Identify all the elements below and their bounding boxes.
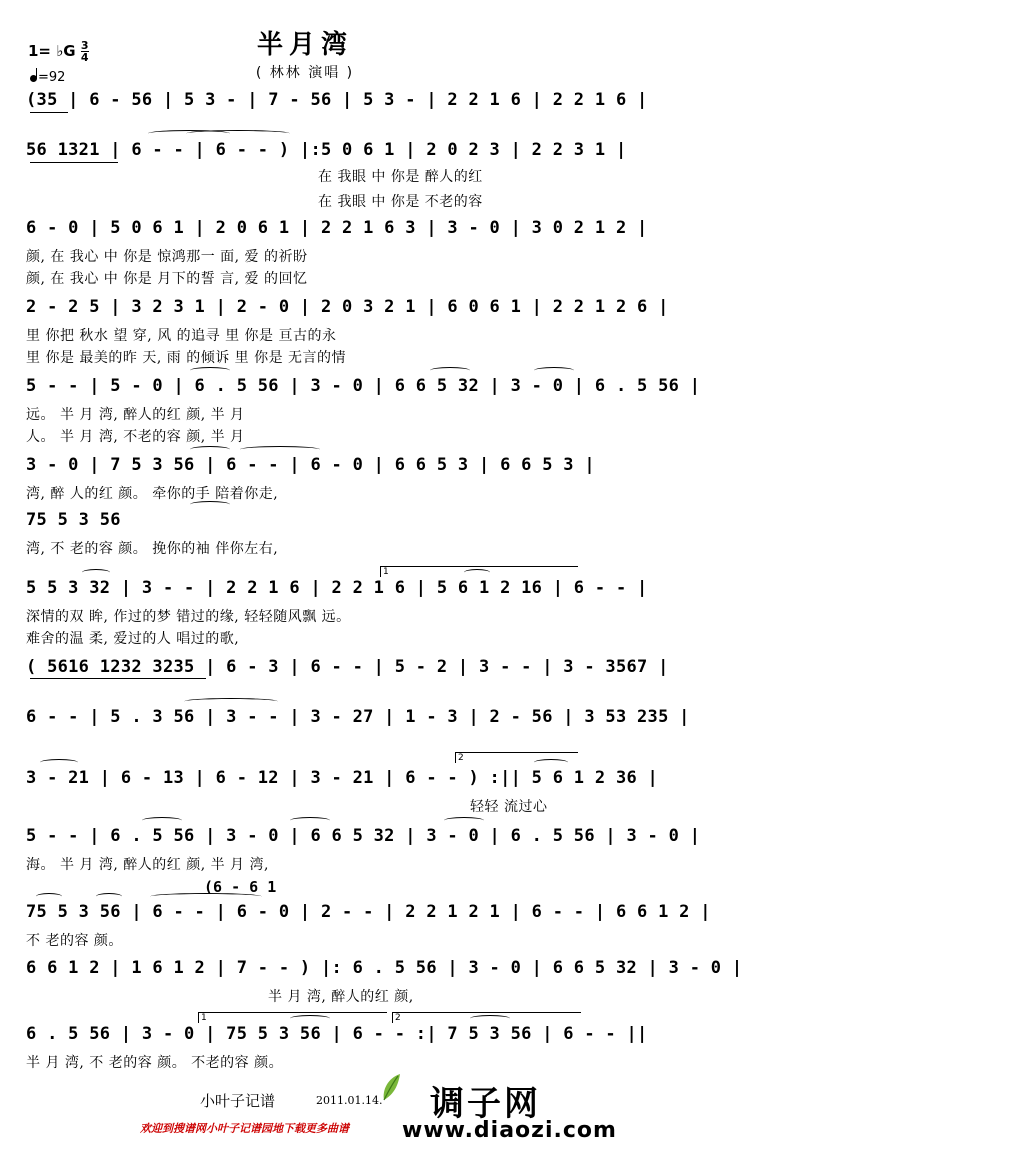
time-signature-bottom: 4 xyxy=(80,51,89,64)
lyric-line: 难舍的温 柔, 爱过的人 唱过的歌, xyxy=(26,631,240,647)
lyric-line: 半 月 湾, 醉人的红 颜, xyxy=(268,989,414,1005)
volta-label: 1 xyxy=(201,1013,207,1023)
tie-mark xyxy=(96,893,122,900)
tie-mark xyxy=(444,817,484,824)
key-label: 1= ♭G xyxy=(28,42,76,60)
lyric-line: 远。 半 月 湾, 醉人的红 颜, 半 月 xyxy=(26,407,245,423)
time-signature-top: 3 xyxy=(80,39,89,52)
tie-mark xyxy=(430,367,470,374)
tie-mark xyxy=(190,501,230,508)
beam-line xyxy=(30,162,118,163)
lyric-line: 轻轻 流过心 xyxy=(470,799,548,815)
volta-bracket-2b xyxy=(392,1012,581,1023)
lyric-line: 里 你是 最美的昨 天, 雨 的倾诉 里 你是 无言的情 xyxy=(26,350,347,366)
score-notation-line: 2 - 2 5 | 3 2 3 1 | 2 - 0 | 2 0 3 2 1 | 6 0 6 1 | 2 2 1 2 6 | xyxy=(26,297,669,317)
tie-mark xyxy=(534,367,574,374)
volta-bracket-1b xyxy=(198,1012,387,1023)
score-notation-line: 6 . 5 56 | 3 - 0 | 75 5 3 56 | 6 - - :| 7 5 3 56 | 6 - - || xyxy=(26,1024,648,1044)
transcriber-signature: 小叶子记谱 xyxy=(200,1092,276,1110)
time-signature xyxy=(81,40,89,63)
tie-mark xyxy=(290,817,330,824)
site-logo-text: 调子网 xyxy=(430,1084,541,1124)
tie-mark xyxy=(190,367,230,374)
tie-mark xyxy=(184,698,278,705)
tie-mark xyxy=(142,817,182,824)
key-signature xyxy=(28,40,89,63)
volta-label: 2 xyxy=(458,753,464,763)
score-notation-line: ( 5616 1232 3235 | 6 - 3 | 6 - - | 5 - 2 | 3 - - | 3 - 3567 | xyxy=(26,657,669,677)
lyric-line: 颜, 在 我心 中 你是 月下的誓 言, 爱 的回忆 xyxy=(26,271,308,287)
singer-credit: ( 林林 演唱 ) xyxy=(255,65,355,81)
tie-mark xyxy=(190,446,230,453)
tie-mark xyxy=(82,569,110,576)
lyric-line: 在 我眼 中 你是 醉人的红 xyxy=(318,169,483,185)
score-notation-line: (35 | 6 - 56 | 5 3 - | 7 - 56 | 5 3 - | 2 2 1 6 | 2 2 1 6 | xyxy=(26,90,648,110)
lyric-line: 在 我眼 中 你是 不老的容 xyxy=(318,194,483,210)
lyric-line: 人。 半 月 湾, 不老的容 颜, 半 月 xyxy=(26,429,245,445)
tempo-marking xyxy=(30,70,65,85)
lyric-line: 不 老的容 颜。 xyxy=(26,933,123,949)
lyric-line: 颜, 在 我心 中 你是 惊鸿那一 面, 爱 的祈盼 xyxy=(26,249,308,265)
tie-mark xyxy=(36,893,62,900)
lyric-line: 湾, 不 老的容 颜。 挽你的袖 伴你左右, xyxy=(26,541,279,557)
score-notation-line: 3 - 21 | 6 - 13 | 6 - 12 | 3 - 21 | 6 - - ) :|| 5 6 1 2 36 | xyxy=(26,768,659,788)
beam-line xyxy=(30,112,68,113)
score-notation-line: 5 - - | 6 . 5 56 | 3 - 0 | 6 6 5 32 | 3 - 0 | 6 . 5 56 | 3 - 0 | xyxy=(26,826,701,846)
lyric-line: 深情的双 眸, 作过的梦 错过的缘, 轻轻随风飘 远。 xyxy=(26,609,351,625)
welcome-banner: 欢迎到搜谱网小叶子记谱园地下载更多曲谱 xyxy=(140,1122,349,1135)
song-title: 半月湾 xyxy=(256,30,353,60)
score-notation-line: 75 5 3 56 xyxy=(26,510,121,530)
volta-label: 1 xyxy=(383,567,389,577)
tie-mark xyxy=(186,130,290,137)
score-notation-line: 5 5 3 32 | 3 - - | 2 2 1 6 | 2 2 1 6 | 5 6 1 2 16 | 6 - - | xyxy=(26,578,648,598)
score-notation-line: 5 - - | 5 - 0 | 6 . 5 56 | 3 - 0 | 6 6 5 32 | 3 - 0 | 6 . 5 56 | xyxy=(26,376,701,396)
lyric-line: 海。 半 月 湾, 醉人的红 颜, 半 月 湾, xyxy=(26,857,269,873)
score-notation-line: 6 - 0 | 5 0 6 1 | 2 0 6 1 | 2 2 1 6 3 | 3 - 0 | 3 0 2 1 2 | xyxy=(26,218,648,238)
tie-mark xyxy=(240,446,320,453)
leaf-icon xyxy=(380,1072,402,1102)
score-notation-line: 6 - - | 5 . 3 56 | 3 - - | 3 - 27 | 1 - 3 | 2 - 56 | 3 53 235 | xyxy=(26,707,690,727)
transcribe-date: 2011.01.14. xyxy=(316,1094,383,1107)
optional-passage: (6 - 6 1 xyxy=(204,878,277,896)
score-notation-line: 6 6 1 2 | 1 6 1 2 | 7 - - ) |: 6 . 5 56 | 3 - 0 | 6 6 5 32 | 3 - 0 | xyxy=(26,958,743,978)
lyric-line: 湾, 醉 人的红 颜。 牵你的手 陪着你走, xyxy=(26,486,279,502)
beam-line xyxy=(30,678,206,679)
lyric-line: 半 月 湾, 不 老的容 颜。 不老的容 颜。 xyxy=(26,1055,284,1071)
score-notation-line: 3 - 0 | 7 5 3 56 | 6 - - | 6 - 0 | 6 6 5 3 | 6 6 5 3 | xyxy=(26,455,595,475)
site-logo-url: www.diaozi.com xyxy=(402,1118,617,1143)
score-notation-line: 56 1321 | 6 - - | 6 - - ) |:5 0 6 1 | 2 0 2 3 | 2 2 3 1 | xyxy=(26,140,627,160)
tempo-value: =92 xyxy=(38,70,66,85)
lyric-line: 里 你把 秋水 望 穿, 风 的追寻 里 你是 亘古的永 xyxy=(26,328,337,344)
volta-bracket-1 xyxy=(380,566,578,577)
tie-mark xyxy=(40,759,78,766)
volta-label: 2 xyxy=(395,1013,401,1023)
score-notation-line: 75 5 3 56 | 6 - - | 6 - 0 | 2 - - | 2 2 1 2 1 | 6 - - | 6 6 1 2 | xyxy=(26,902,711,922)
volta-bracket-2 xyxy=(455,752,578,763)
quarter-note-icon xyxy=(30,75,37,82)
